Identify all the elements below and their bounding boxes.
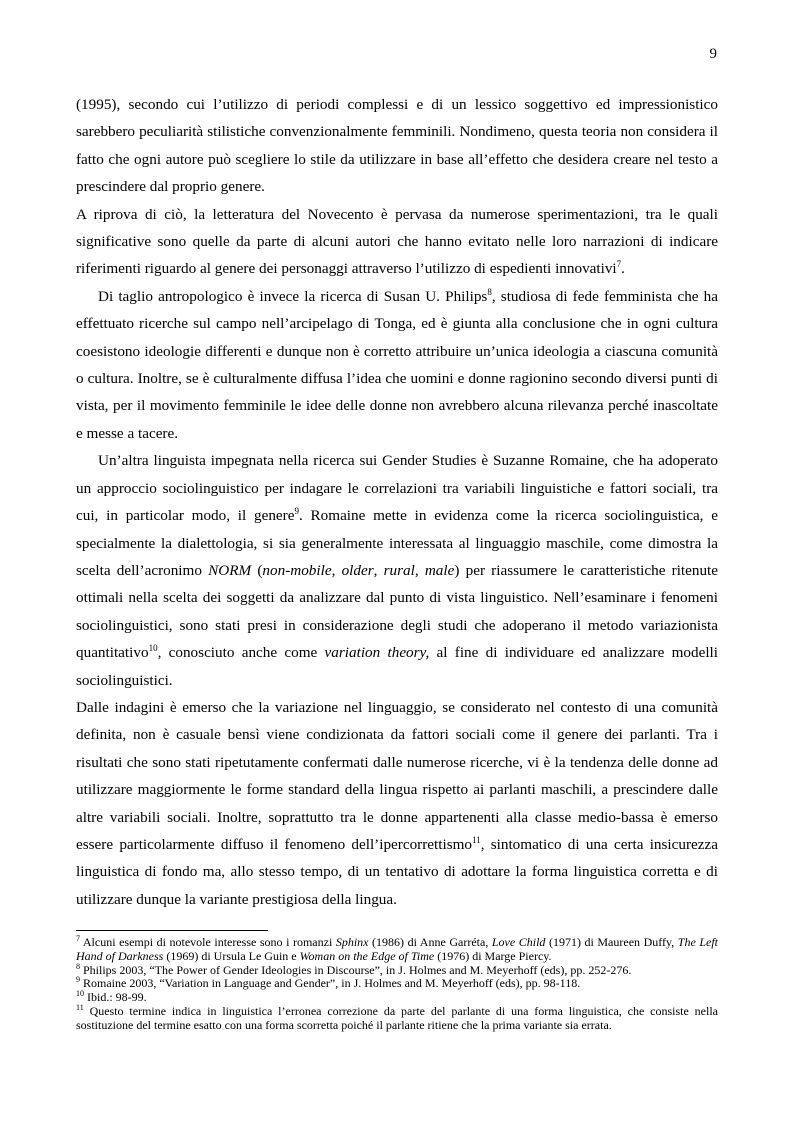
- text-run: , sintomatico di una certa insicurezza linguistica di fondo ma, allo stesso tempo, di un tentativo di adottare la forma linguistica corretta e di utilizzare dunque la variante prestigiosa della lingua.: [76, 835, 718, 908]
- footnotes: [76, 930, 718, 1033]
- footnote-marker: 9: [294, 506, 299, 517]
- paragraph: [76, 447, 718, 694]
- text-run: (1995), secondo cui l’utilizzo di periodi complessi e di un lessico soggettivo ed impressionistico sarebbero peculiarità stilistiche convenzionalmente femminili. Nondimeno, questa teoria non considera il fatto che ogni autore può scegliere lo stile da utilizzare in base all’effetto che desidera creare nel testo a prescindere dal proprio genere.: [76, 96, 718, 196]
- footnote: [76, 1002, 718, 1033]
- text-run: Alcuni esempi di notevole interesse sono i romanzi: [80, 935, 336, 949]
- text-run: .: [621, 260, 625, 278]
- footnote-marker: 7: [76, 934, 80, 943]
- text-run: , studiosa di fede femminista che ha effettuato ricerche sul campo nell’arcipelago di Tonga, ed è giunta alla conclusione che in ogni cultura coesistono ideologie differenti e dunque non è corretto attribuire un’unica ideologia a ciascuna comunità o cultura. Inoltre, se è culturalmente diffusa l’idea che uomini e donne ragionino secondo diversi punti di vista, per il movimento femminile le idee delle donne non avrebbero alcuna rilevanza perché inascoltate e messe a tacere.: [76, 287, 719, 442]
- text-run: Di taglio antropologico è invece la ricerca di Susan U. Philips: [98, 287, 488, 305]
- text-run: Dalle indagini è emerso che la variazione nel linguaggio, se considerato nel contesto di una comunità definita, non è casuale bensì viene condizionata da fattori sociali come il genere dei parlanti. Tra i risultati che sono stati ripetutamente confermati dalle numerose ricerche, vi è la tendenza delle donne ad utilizzare maggiormente le forme standard della lingua rispetto ai parlanti maschili, a prescindere dalle altre variabili sociali. Inoltre, soprattutto tra le donne appartenenti alla classe medio-bassa è emerso essere particolarmente diffuso il fenomeno dell’ipercorrettismo: [76, 698, 718, 853]
- paragraph: [76, 91, 718, 201]
- paragraph: [76, 694, 718, 913]
- page-number: 9: [709, 46, 717, 62]
- text-run: (1976) di Marge Piercy.: [434, 948, 552, 963]
- footnote-marker: 10: [148, 643, 158, 654]
- text-run: (: [251, 561, 263, 579]
- text-run: ,: [373, 561, 384, 579]
- text-run: ,: [414, 561, 425, 579]
- paragraph: [76, 283, 718, 447]
- text-run: Philips 2003, “The Power of Gender Ideologies in Discourse”, in J. Holmes and M. Meyerhoff (eds), pp. 252-276.: [80, 962, 632, 977]
- text-run: . Romaine mette in evidenza come la ricerca sociolinguistica, e specialmente la dialettologia, si sia generalmente interessata al linguaggio maschile, come dimostra la scelta dell’acronimo: [76, 507, 718, 579]
- footnote-separator: [76, 930, 268, 931]
- text-run: Questo termine indica in linguistica l’erronea correzione da parte del parlante di una forma linguistica, che consiste nella sostituzione del termine esatto con una forma scorretta poiché il parlante ritiene che la prima variante sia errata.: [76, 1003, 718, 1032]
- italic-text: rural: [383, 561, 415, 579]
- body-text: [76, 91, 718, 913]
- footnote-marker: 11: [76, 1002, 84, 1012]
- text-run: al fine di individuare ed analizzare modelli sociolinguistici.: [76, 644, 718, 689]
- text-run: Ibid.: 98-99.: [84, 990, 147, 1005]
- footnote: [76, 936, 718, 964]
- footnote-marker: 10: [76, 989, 84, 999]
- paragraph: [76, 201, 718, 283]
- italic-text: older: [341, 561, 374, 579]
- footnote: [76, 977, 718, 991]
- text-run: ) per riassumere le caratteristiche ritenute ottimali nella scelta dei soggetti da analizzare dal punto di vista linguistico. Nell’esaminare i fenomeni sociolinguistici, sono stati presi in considerazione degli studi che adoperano il metodo variazionista quantitativo: [76, 561, 719, 662]
- footnote-marker: 8: [76, 961, 80, 971]
- italic-text: Sphinx: [335, 935, 369, 949]
- footnote: [76, 991, 718, 1005]
- italic-text: Love Child: [491, 935, 546, 949]
- italic-text: The Left Hand of Darkness: [76, 935, 718, 963]
- text-run: in J. Holmes and M. Meyerhoff (eds), pp. 98-118.: [338, 976, 581, 991]
- italic-text: NORM: [208, 561, 252, 579]
- text-run: (1971) di Maureen Duffy,: [545, 935, 678, 949]
- italic-text: male: [424, 561, 455, 579]
- text-run: (1986) di Anne Garréta,: [368, 935, 492, 949]
- italic-text: Woman on the Edge of Time: [299, 948, 435, 963]
- text-run: Un’altra linguista impegnata nella ricerca sui Gender Studies è Suzanne Romaine, che ha adoperato un approccio sociolinguistico per indagare le correlazioni tra variabili linguistiche e fattori sociali, tra cui, in particolar modo, il genere: [76, 452, 718, 525]
- footnote-marker: 8: [487, 286, 492, 297]
- text-run: Romaine 2003, “Variation in Language and Gender”: [80, 976, 336, 991]
- text-run: (1969) di Ursula Le Guin e: [163, 948, 300, 963]
- footnote-marker: 11: [472, 834, 481, 845]
- italic-text: non-mobile: [262, 561, 332, 579]
- footnote-marker: 9: [76, 975, 80, 985]
- italic-text: variation theory,: [324, 644, 430, 662]
- text-run: A riprova di ciò, la letteratura del Novecento è pervasa da numerose sperimentazioni, tra le quali significative sono quelle da parte di alcuni autori che hanno evitato nelle loro narrazioni di indicare riferimenti riguardo al genere dei personaggi attraverso l’utilizzo di espedienti innovativi: [76, 205, 718, 278]
- text-run: ,: [331, 561, 342, 579]
- text-run: , conosciuto anche come: [157, 644, 325, 662]
- italic-text: ,: [335, 976, 339, 991]
- footnote-marker: 7: [616, 259, 622, 270]
